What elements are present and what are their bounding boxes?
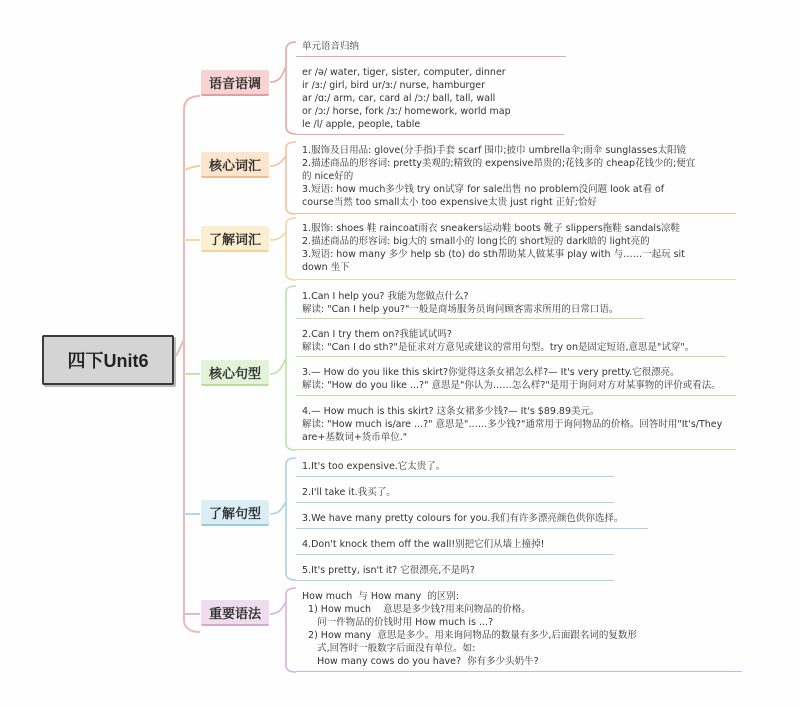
leaf-line: down 坐下 (302, 262, 350, 273)
leaf-line: 3.We have many pretty colours for you.我们有许多漂亮颜色供你选择。 (302, 513, 624, 524)
bracket-liaojie-cihui (270, 218, 296, 280)
leaf-underline (296, 476, 614, 477)
leaf-liaojie-juxing-4 (302, 538, 545, 551)
leaf-hexin-juxing-1 (302, 290, 618, 316)
leaf-hexin-cihui-body (302, 144, 695, 209)
leaf-line: 解读: "Can I do sth?"是征求对方意见或建议的常用句型。try on是固定短语,意思是"试穿"。 (302, 342, 695, 353)
leaf-line: er /ə/ water, tiger, sister, computer, dinner (302, 67, 506, 78)
leaf-line: 1.It's too expensive.它太贵了。 (302, 461, 446, 472)
branch-label: 重要语法 (208, 606, 261, 622)
leaf-line: 2.Can I try them on?我能试试吗? (302, 329, 452, 340)
leaf-underline (296, 134, 564, 135)
leaf-underline (296, 318, 644, 319)
leaf-line: course当然 too small太小 too expensive太贵 just right 正好;恰好 (302, 197, 598, 208)
leaf-line: ar /ɑː/ arm, car, card al /ɔː/ ball, tall, wall (302, 93, 496, 104)
branch-liaojie-juxing[interactable] (201, 500, 269, 526)
leaf-line: 问一件物品的价钱时用 How much is ...? (302, 617, 494, 628)
branch-yuyin-yudiao[interactable] (201, 70, 269, 96)
leaf-yuyin-body (302, 66, 511, 131)
leaf-underline (296, 671, 742, 672)
leaf-hexin-juxing-2 (302, 328, 694, 354)
branch-label: 了解词汇 (208, 232, 261, 248)
leaf-underline (296, 213, 736, 214)
branch-zhongyao-yufa[interactable] (201, 600, 269, 626)
root-node[interactable] (42, 335, 174, 385)
leaf-liaojie-juxing-5 (302, 564, 475, 577)
leaf-line: 3.— How do you like this skirt?你觉得这条女裙怎么样?— It's very pretty.它很漂亮。 (302, 367, 680, 378)
bracket-liaojie-juxing (270, 458, 296, 580)
leaf-line: 3.短语: how much多少钱 try on试穿 for sale出售 no problem没问题 look at看 of (302, 184, 665, 195)
leaf-hexin-juxing-4 (302, 405, 722, 444)
leaf-line: or /ɔː/ horse, fork /ɜː/ homework, world map (302, 106, 511, 117)
leaf-line: 3.短语: how many 多少 help sb (to) do sth帮助某人做某事 play with 与……一起玩 sit (302, 249, 685, 260)
bracket-zhongyao-yufa (270, 588, 296, 672)
leaf-line: 4.Don't knock them off the wall!别把它们从墙上撞掉! (302, 539, 545, 550)
leaf-yuyin-header (302, 40, 359, 53)
leaf-line: 2) How many 意思是多少。用来询问物品的数量有多少,后面跟名词的复数形 (302, 630, 637, 641)
leaf-line: 1.服饰及日用品: glove(分手指)手套 scarf 围巾;披巾 umbrella伞;雨伞 sunglasses太阳镜 (302, 145, 686, 156)
leaf-line: 式,回答时一般数字后面没有单位。如: (302, 643, 476, 654)
leaf-liaojie-juxing-2 (302, 486, 396, 499)
leaf-underline (296, 449, 736, 450)
leaf-line: 2.描述商品的形容词: pretty美观的;精致的 expensive昂贵的;花钱多的 cheap花钱少的;便宜 (302, 158, 696, 169)
leaf-line: are+基数词+货币单位." (302, 432, 408, 443)
leaf-line: How many cows do you have? 你有多少头奶牛? (302, 656, 539, 667)
bracket-hexin-juxing (270, 286, 296, 450)
leaf-liaojie-juxing-3 (302, 512, 623, 525)
branch-label: 语音语调 (208, 76, 261, 92)
branch-label: 核心句型 (208, 366, 261, 382)
leaf-line: 5.It's pretty, isn't it? 它很漂亮,不是吗? (302, 565, 475, 576)
leaf-underline (296, 580, 614, 581)
leaf-underline (296, 502, 614, 503)
leaf-underline (296, 356, 726, 357)
leaf-line: 2.描述商品的形容词: big大的 small小的 long长的 short短的 dark暗的 light亮的 (302, 236, 650, 247)
leaf-line: ir /ɜː/ girl, bird ur/ɜː/ nurse, hamburger (302, 80, 486, 91)
leaf-liaojie-cihui-body (302, 222, 685, 274)
leaf-underline (296, 554, 614, 555)
leaf-line: 4.— How much is this skirt? 这条女裙多少钱?— It's $89.89美元。 (302, 406, 600, 417)
connector-hexin-cihui (184, 166, 200, 170)
leaf-underline (296, 56, 566, 57)
root-title: 四下Unit6 (67, 351, 149, 371)
bracket-yuyin (270, 42, 296, 134)
leaf-line: le /l/ apple, people, table (302, 119, 421, 130)
leaf-line: 2.I'll take it.我买了。 (302, 487, 396, 498)
leaf-line: 解读: "How much is/are ...?" 意思是"……多少钱?"通常用于询问物品的价格。回答时用"It's/They (302, 419, 723, 430)
leaf-underline (296, 279, 736, 280)
branch-liaojie-cihui[interactable] (201, 226, 269, 252)
branch-label: 了解句型 (208, 506, 261, 522)
trunk-connector (170, 96, 200, 632)
leaf-underline (296, 395, 736, 396)
leaf-underline (296, 528, 648, 529)
branch-label: 核心词汇 (208, 158, 261, 174)
leaf-hexin-juxing-3 (302, 366, 721, 392)
leaf-line: 1.服饰: shoes 鞋 raincoat雨衣 sneakers运动鞋 boots 靴子 slippers拖鞋 sandals凉鞋 (302, 223, 681, 234)
leaf-liaojie-juxing-1 (302, 460, 445, 473)
leaf-line: 单元语音归纳 (302, 41, 360, 52)
leaf-line: 解读: "Can I help you?"一般是商场服务员询问顾客需求所用的日常口语。 (302, 304, 619, 315)
branch-hexin-juxing[interactable] (201, 360, 269, 386)
leaf-line: 的 nice好的 (302, 171, 354, 182)
leaf-line: 解读: "How do you like ...?" 意思是"你认为……怎么样?"是用于询问对方对某事物的评价或看法。 (302, 380, 721, 391)
leaf-zhongyao-yufa-body (302, 590, 637, 668)
leaf-line: 1.Can I help you? 我能为您做点什么? (302, 291, 469, 302)
bracket-hexin-cihui (270, 142, 296, 214)
leaf-line: 1) How much 意思是多少钱?用来问物品的价格。 (302, 604, 531, 615)
branch-hexin-cihui[interactable] (201, 152, 269, 178)
leaf-line: How much 与 How many 的区别: (302, 591, 460, 602)
